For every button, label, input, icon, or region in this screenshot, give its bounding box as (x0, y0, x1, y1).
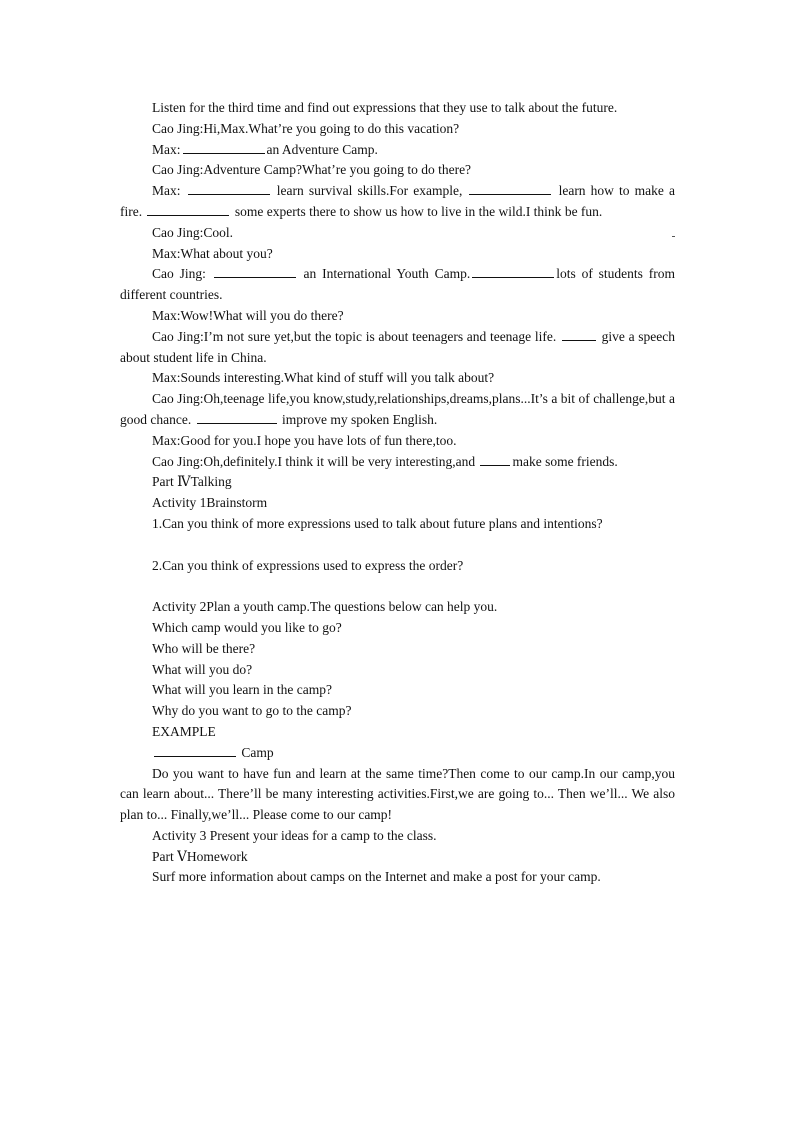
activity-2-heading: Activity 2Plan a youth camp.The questions below can help you. (152, 599, 498, 615)
dialogue-line: Cao Jing:Oh,definitely.I think it will be very interesting,and make some friends. (152, 453, 618, 469)
section-heading-part4: Part ⅣTalking (152, 474, 232, 490)
example-camp-line: Camp (120, 743, 675, 764)
brainstorm-question-1: 1.Can you think of more expressions used to talk about future plans and intentions? (152, 515, 603, 531)
answer-blank[interactable] (469, 182, 551, 195)
margin-mark (672, 235, 675, 237)
spacer (120, 576, 675, 597)
dialogue-line: Max: learn survival skills.For example, learn how to make a fire. some experts there to show us how to live in the wild.I think be fun. (120, 183, 676, 219)
camp-name-blank[interactable] (154, 744, 236, 757)
answer-blank[interactable] (562, 328, 596, 341)
activity-3-heading: Activity 3 Present your ideas for a camp to the class. (152, 827, 437, 843)
answer-blank[interactable] (197, 411, 277, 424)
dialogue-line: Cao Jing: an International Youth Camp. lots of students from different countries. (120, 266, 676, 303)
dialogue-line: Cao Jing:I’m not sure yet,but the topic is about teenagers and teenage life. give a speech about student life in China. (120, 328, 675, 365)
dialogue-line: Cao Jing:Hi,Max.What’re you going to do this vacation? (152, 120, 460, 136)
dialogue-line: Cao Jing:Oh,teenage life,you know,study,relationships,dreams,plans...It’s a bit of challenge,but a good chance. improve my spoken English. (120, 391, 675, 427)
spacer (120, 535, 675, 556)
activity-1-heading: Activity 1Brainstorm (152, 495, 268, 511)
intro-instruction: Listen for the third time and find out expressions that they use to talk about the future. (152, 100, 618, 115)
plan-question: Who will be there? (152, 640, 256, 656)
dialogue-line: Max:Wow!What will you do there? (152, 307, 344, 323)
plan-question: What will you do? (152, 661, 253, 677)
dialogue-line: Cao Jing:Adventure Camp?What’re you going to do there? (152, 162, 472, 178)
section-heading-part5: Part ⅤHomework (152, 848, 248, 864)
plan-question: What will you learn in the camp? (152, 682, 332, 698)
dialogue-line: Max:What about you? (152, 245, 273, 261)
answer-blank[interactable] (480, 453, 510, 466)
answer-blank[interactable] (188, 182, 270, 195)
answer-blank[interactable] (183, 141, 265, 154)
answer-blank[interactable] (147, 203, 229, 216)
document-body (120, 98, 675, 888)
answer-blank[interactable] (214, 265, 296, 278)
dialogue-line: Max: an Adventure Camp. (152, 141, 378, 157)
plan-question: Which camp would you like to go? (152, 619, 342, 635)
dialogue-line: Cao Jing:Cool. (152, 224, 234, 240)
homework-text: Surf more information about camps on the Internet and make a post for your camp. (152, 869, 601, 885)
dialogue-line: Max:Sounds interesting.What kind of stuff will you talk about? (152, 370, 495, 386)
answer-blank[interactable] (472, 265, 554, 278)
brainstorm-question-2: 2.Can you think of expressions used to express the order? (152, 557, 464, 573)
example-label: EXAMPLE (152, 723, 216, 739)
example-text: Do you want to have fun and learn at the same time?Then come to our camp.In our camp,you can learn about... There’ll be many interesting activities.First,we are going to... Then we’ll... We also plan to... Finally,we’ll... Please come to our camp! (120, 765, 675, 823)
dialogue-line: Max:Good for you.I hope you have lots of fun there,too. (152, 432, 457, 448)
plan-question: Why do you want to go to the camp? (152, 703, 352, 719)
